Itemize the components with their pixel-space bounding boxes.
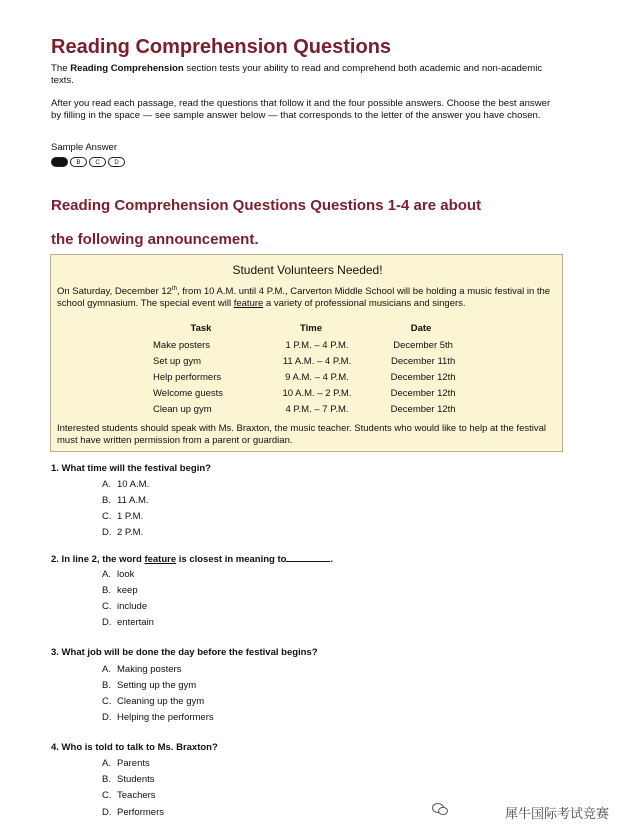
task-cell: Set up gym (153, 355, 202, 367)
q4-option-b[interactable] (102, 774, 155, 785)
announcement-intro-c: a variety of professional musicians and singers. (263, 298, 466, 310)
time-cell: 1 P.M. – 4 P.M. (285, 339, 349, 351)
q4-option-d[interactable] (102, 807, 164, 818)
option-letter: B. (102, 774, 111, 785)
schedule-row (141, 369, 481, 385)
option-text: entertain (117, 617, 154, 628)
q1-option-a[interactable] (102, 479, 149, 490)
task-cell: Welcome guests (153, 387, 224, 399)
option-text: Setting up the gym (117, 680, 197, 691)
q2-option-c[interactable] (102, 601, 147, 612)
option-letter: A. (102, 758, 111, 769)
intro-paragraph (51, 63, 551, 86)
intro-bold-term: Reading Comprehension (70, 63, 184, 74)
q3-option-c[interactable] (102, 696, 204, 707)
answer-bubble-d: D (108, 157, 125, 167)
sample-answer-bubbles (51, 157, 125, 167)
intro-text-end: section tests your ability to read and comprehend both academic and non-academic texts. (51, 63, 543, 86)
q2-option-b[interactable] (102, 585, 138, 596)
intro-text-start: The (51, 63, 71, 74)
option-letter: B. (102, 680, 111, 691)
answer-bubble-c: C (89, 157, 106, 167)
option-text: 1 P.M. (117, 511, 144, 522)
option-text: include (117, 601, 148, 612)
q2-option-d[interactable] (102, 617, 154, 628)
sample-answer-label: Sample Answer (51, 142, 118, 153)
schedule-header-row (141, 319, 481, 337)
wechat-icon-graphic (432, 802, 448, 816)
question-2-text-b: is closest in meaning to (176, 554, 287, 565)
question-2-underlined-word: feature (144, 554, 177, 565)
option-letter: C. (102, 601, 112, 612)
announcement-intro-b: , from 10 A.M. until 4 P.M., Carverton Middle School will be holding a music festival in the school gymnasium. The special event will (57, 286, 551, 310)
option-letter: C. (102, 511, 112, 522)
instructions-paragraph: After you read each passage, read the questions that follow it and the four possible answers. Choose the best answer by filling in the space — see sample answer below — that corresponds to the letter of the answer you have chosen. (51, 98, 551, 121)
announcement-intro (57, 283, 557, 310)
option-letter: A. (102, 479, 111, 490)
option-text: Cleaning up the gym (117, 696, 205, 707)
announcement-underlined-word: feature (233, 298, 264, 310)
option-letter: A. (102, 569, 111, 580)
task-cell: Clean up gym (153, 403, 212, 415)
schedule-row (141, 401, 481, 417)
date-cell: December 11th (390, 355, 456, 367)
option-letter: D. (102, 712, 112, 723)
answer-bubble-a-filled (51, 157, 68, 167)
wechat-icon (432, 802, 448, 816)
option-text: Performers (117, 807, 164, 818)
option-text: 10 A.M. (117, 479, 150, 490)
option-text: 2 P.M. (117, 527, 144, 538)
question-1: 1. What time will the festival begin? (51, 463, 211, 474)
option-letter: D. (102, 527, 112, 538)
task-cell: Make posters (153, 339, 211, 351)
page-title: Reading Comprehension Questions (51, 36, 392, 58)
option-letter: B. (102, 585, 111, 596)
schedule-row (141, 353, 481, 369)
schedule-row (141, 385, 481, 401)
time-cell: 10 A.M. – 2 P.M. (282, 387, 352, 399)
time-cell: 11 A.M. – 4 P.M. (282, 355, 352, 367)
answer-blank (286, 553, 330, 562)
option-letter: D. (102, 807, 112, 818)
answer-bubble-b: B (70, 157, 87, 167)
option-text: Students (117, 774, 155, 785)
schedule-table (141, 319, 481, 417)
date-cell: December 12th (390, 371, 456, 383)
option-text: look (117, 569, 135, 580)
question-2 (51, 553, 333, 565)
q1-option-b[interactable] (102, 495, 149, 506)
question-2-text-c: . (330, 554, 334, 565)
section-heading-line2: the following announcement. (51, 231, 259, 248)
q1-option-c[interactable] (102, 511, 143, 522)
question-2-text-a: 2. In line 2, the word (51, 554, 145, 565)
option-text: keep (117, 585, 138, 596)
announcement-intro-a: On Saturday, December 12 (57, 286, 172, 298)
col-header-time: Time (299, 322, 322, 334)
date-cell: December 12th (390, 387, 456, 399)
option-text: Teachers (117, 790, 156, 801)
date-cell: December 12th (390, 403, 456, 415)
option-letter: A. (102, 664, 111, 675)
section-heading-main: Reading Comprehension Questions (51, 197, 307, 214)
option-text: Parents (117, 758, 150, 769)
option-text: Helping the performers (117, 712, 214, 723)
announcement-title: Student Volunteers Needed! (232, 263, 383, 277)
date-cell: December 5th (393, 339, 453, 351)
q4-option-c[interactable] (102, 790, 156, 801)
watermark-text: 犀牛国际考试竞赛 (504, 806, 609, 821)
announcement-box (50, 254, 563, 452)
q1-option-d[interactable] (102, 527, 143, 538)
col-header-task: Task (190, 322, 212, 334)
option-letter: C. (102, 790, 112, 801)
schedule-row (141, 337, 481, 353)
task-cell: Help performers (153, 371, 222, 383)
time-cell: 9 A.M. – 4 P.M. (285, 371, 349, 383)
q2-option-a[interactable] (102, 569, 134, 580)
option-letter: D. (102, 617, 112, 628)
q3-option-b[interactable] (102, 680, 196, 691)
announcement-outro: Interested students should speak with Ms. Braxton, the music teacher. Students who would like to help at the festival must have written permission from a parent or guardian. (57, 423, 546, 446)
option-letter: B. (102, 495, 111, 506)
section-heading-tail: Questions 1-4 are about (306, 197, 482, 214)
section-heading (51, 197, 481, 214)
q4-option-a[interactable] (102, 758, 150, 769)
q3-option-d[interactable] (102, 712, 214, 723)
option-letter: C. (102, 696, 112, 707)
option-text: 11 A.M. (117, 495, 149, 506)
time-cell: 4 P.M. – 7 P.M. (285, 403, 349, 415)
question-3: 3. What job will be done the day before the festival begins? (51, 647, 318, 658)
col-header-date: Date (410, 322, 432, 334)
announcement-intro-sup: th (171, 286, 177, 292)
question-4: 4. Who is told to talk to Ms. Braxton? (51, 742, 218, 753)
q3-option-a[interactable] (102, 664, 181, 675)
option-text: Making posters (117, 664, 182, 675)
